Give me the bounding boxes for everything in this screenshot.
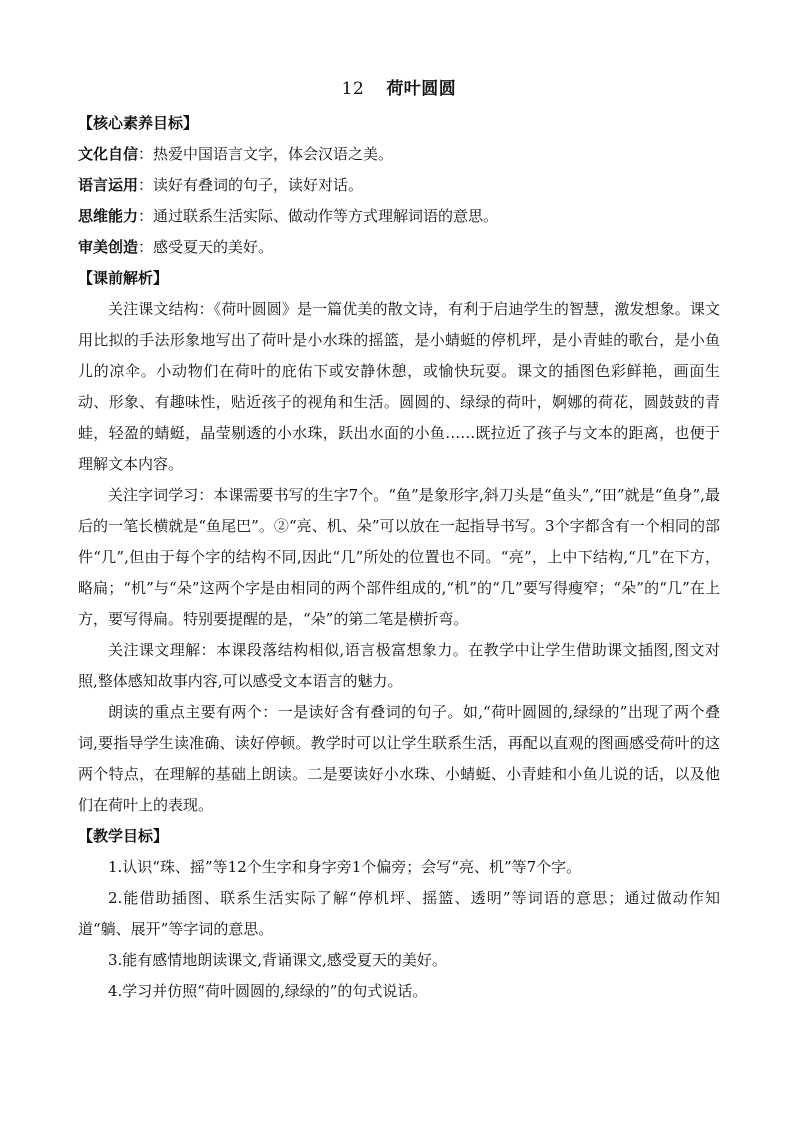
core-goal-item <box>78 170 720 201</box>
core-goal-item <box>78 232 720 263</box>
core-goal-key: 文化自信 <box>78 145 139 163</box>
core-goal-text: ：读好有叠词的句子，读好对话。 <box>138 176 364 194</box>
lesson-title-text: 荷叶圆圆 <box>386 79 457 99</box>
pre-analysis-paragraph: 朗读的重点主要有两个：一是读好含有叠词的句子。如,“荷叶圆圆的,绿绿的”出现了两个叠词,要指导学生读准确、读好停顿。教学时可以让学生联系生活，再配以直观的图画感受荷叶的这两个特点，在理解的基础上朗读。二是要读好小水珠、小蜻蜓、小青蛙和小鱼儿说的话，以及他们在荷叶上的表现。 <box>78 703 720 814</box>
lesson-title <box>78 76 720 102</box>
pre-analysis-paragraph: 关注课文结构：《荷叶圆圆》是一篇优美的散文诗，有利于启迪学生的智慧，激发想象。课文用比拟的手法形象地写出了荷叶是小水珠的摇篮，是小蜻蜓的停机坪，是小青蛙的歌台，是小鱼儿的凉伞。小动物们在荷叶的庇佑下或安静休憩，或愉快玩耍。课文的插图色彩鲜艳，画面生动、形象、有趣味性，贴近孩子的视角和生活。圆圆的、绿绿的荷叶，婀娜的荷花，圆鼓鼓的青蛙，轻盈的蜻蜓，晶莹剔透的小水珠，跃出水面的小鱼……既拉近了孩子与文本的距离，也便于理解文本内容。 <box>78 300 720 473</box>
core-goal-key: 思维能力 <box>78 207 139 225</box>
pre-analysis-paragraph: 关注字词学习：本课需要书写的生字7个。“鱼”是象形字,斜刀头是“鱼头”,“田”就是“鱼身”,最后的一笔长横就是“鱼尾巴”。②“亮、机、朵”可以放在一起指导书写。3个字都含有一个相同的部件“几”,但由于每个字的结构不同,因此“几”所处的位置也不同。“亮”，上中下结构,“几”在下方，略扁；“机”与“朵”这两个字是由相同的两个部件组成的,“机”的“几”要写得瘦窄；“朵”的“几”在上方，要写得扁。特别要提醒的是，“朵”的第二笔是横折弯。 <box>78 486 720 628</box>
core-goal-text: ：感受夏天的美好。 <box>138 238 274 256</box>
lesson-number: 12 <box>341 79 365 99</box>
core-goal-key: 语言运用 <box>78 176 139 194</box>
teaching-goal-item: 3.能有感情地朗读课文,背诵课文,感受夏天的美好。 <box>108 951 447 969</box>
teaching-goal-item: 1.认识“珠、摇”等12个生字和身字旁1个偏旁；会写“亮、机”等7个字。 <box>108 858 582 876</box>
pre-analysis-heading: 【课前解析】 <box>78 269 169 287</box>
core-goal-key: 审美创造 <box>78 238 139 256</box>
core-goal-text: ：通过联系生活实际、做动作等方式理解词语的意思。 <box>138 207 499 225</box>
core-goal-item <box>78 139 720 170</box>
document-page <box>78 76 720 1007</box>
core-goal-item <box>78 201 720 232</box>
teaching-goal-item: 4.学习并仿照“荷叶圆圆的,绿绿的”的句式说话。 <box>108 982 428 1000</box>
core-goal-text: ：热爱中国语言文字，体会汉语之美。 <box>138 145 394 163</box>
pre-analysis-paragraph: 关注课文理解：本课段落结构相似,语言极富想象力。在教学中让学生借助课文插图,图文对照,整体感知故事内容,可以感受文本语言的魅力。 <box>78 641 720 690</box>
core-goals-heading: 【核心素养目标】 <box>78 114 199 132</box>
teaching-goal-item: 2.能借助插图、联系生活实际了解“停机坪、摇篮、透明”等词语的意思；通过做动作知道“躺、展开”等字词的意思。 <box>78 889 720 938</box>
teaching-goals-heading: 【教学目标】 <box>78 827 169 845</box>
